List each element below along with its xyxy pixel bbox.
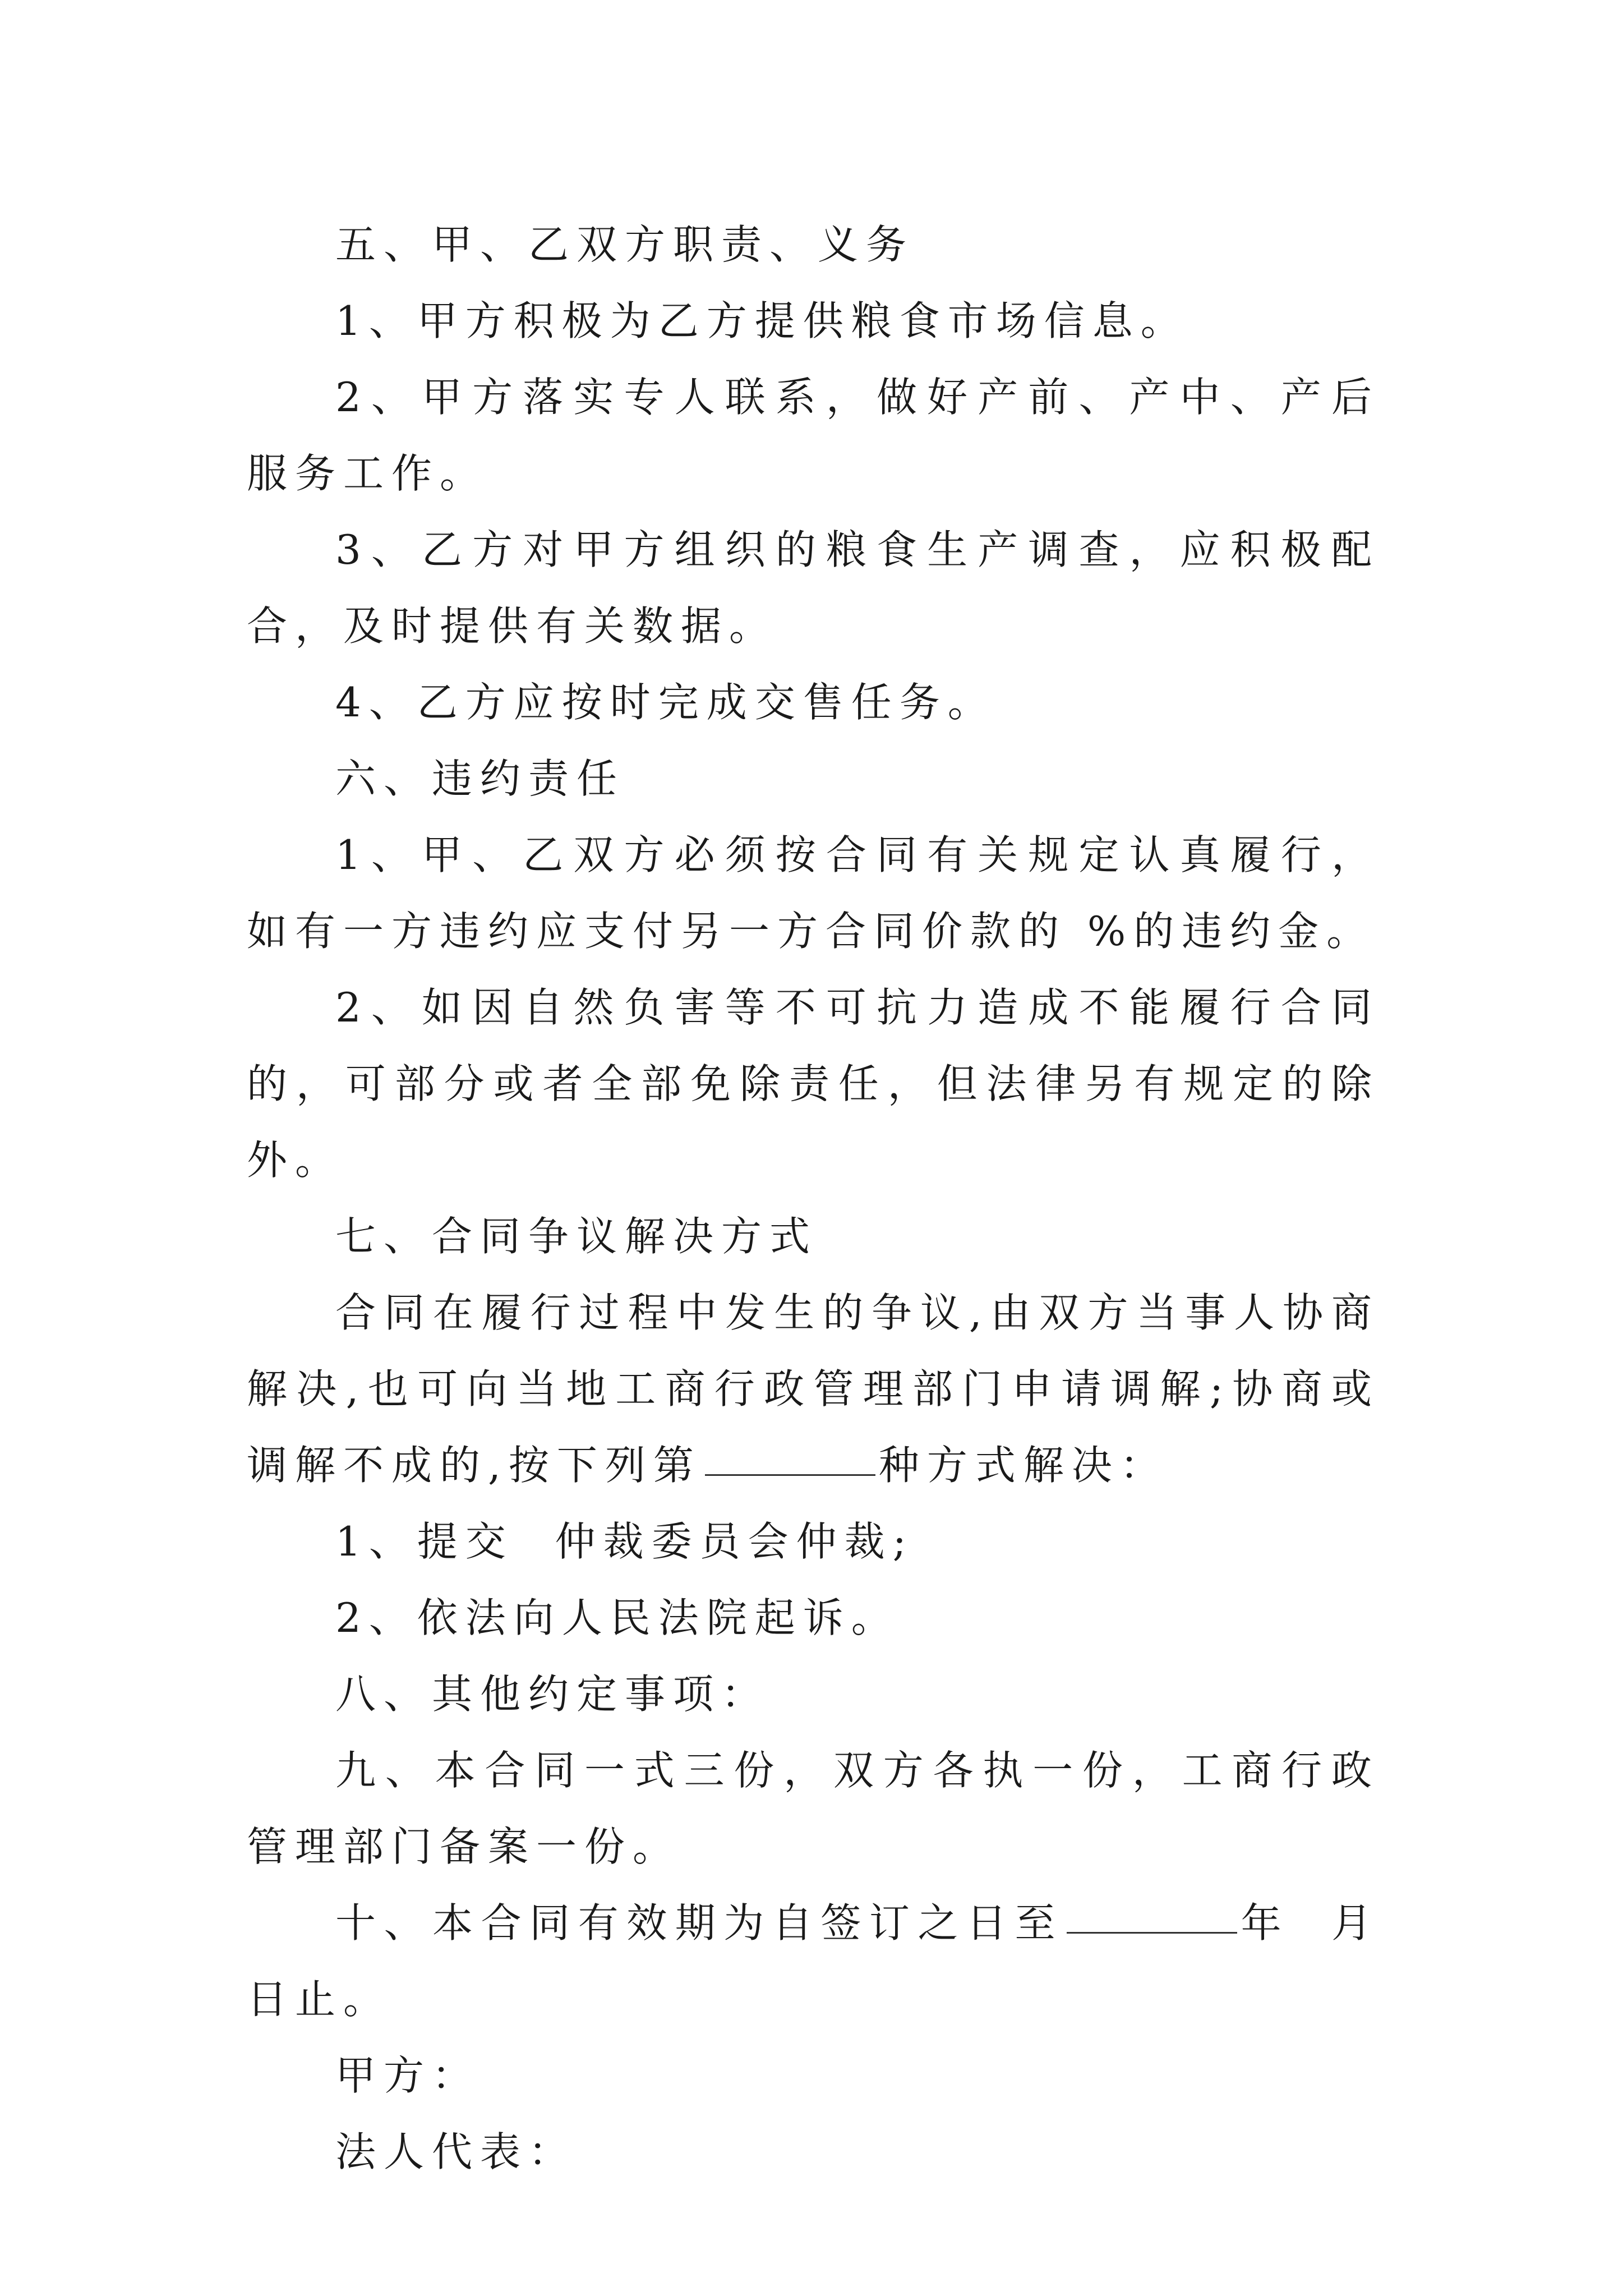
party-a-label: 甲方： bbox=[335, 2052, 481, 2099]
dispute-option-1: 1、提交 仲裁委员会仲裁; bbox=[335, 1518, 914, 1565]
clause-2: 2、甲方落实专人联系，做好产前、产中、产后服务工作。 bbox=[247, 374, 1380, 497]
validity-clause bbox=[247, 1885, 1421, 2037]
validity-text-before: 十、本合同有效期为自签订之日至 bbox=[335, 1899, 1064, 1947]
legal-representative-label: 法人代表： bbox=[335, 2128, 577, 2175]
copies-clause: 九、本合同一式三份，双方各执一份，工商行政管理部门备案一份。 bbox=[247, 1747, 1380, 1870]
section-heading-duties: 五、甲、乙双方职责、义务 bbox=[335, 221, 915, 268]
section-heading-breach: 六、违约责任 bbox=[335, 755, 625, 802]
dispute-paragraph bbox=[247, 1274, 1380, 1503]
dispute-text-after: 种方式解决： bbox=[878, 1442, 1168, 1489]
validity-text-after: 年 月 日止。 bbox=[247, 1899, 1421, 2023]
clause-4: 4、乙方应按时完成交售任务。 bbox=[335, 679, 996, 726]
fill-in-blank-year[interactable] bbox=[1067, 1892, 1237, 1934]
clause-1: 1、甲方积极为乙方提供粮食市场信息。 bbox=[335, 297, 1189, 344]
dispute-option-2: 2、依法向人民法院起诉。 bbox=[335, 1594, 900, 1641]
section-heading-other: 八、其他约定事项： bbox=[335, 1671, 770, 1718]
breach-clause-1: 1、甲、乙双方必须按合同有关规定认真履行，如有一方违约应支付另一方合同价款的 %的违约金。 bbox=[247, 831, 1380, 955]
fill-in-blank-method[interactable] bbox=[705, 1434, 875, 1476]
document-body bbox=[247, 206, 1421, 2190]
clause-3: 3、乙方对甲方组织的粮食生产调查，应积极配合，及时提供有关数据。 bbox=[247, 526, 1380, 650]
breach-clause-2: 2、如因自然负害等不可抗力造成不能履行合同的，可部分或者全部免除责任，但法律另有规定的除外。 bbox=[247, 984, 1380, 1184]
dispute-text-before: 合同在履行过程中发生的争议,由双方当事人协商解决,也可向当地工商行政管理部门申请调解;协商或调解不成的,按下列第 bbox=[247, 1289, 1380, 1489]
section-heading-dispute: 七、合同争议解决方式 bbox=[335, 1213, 818, 1260]
